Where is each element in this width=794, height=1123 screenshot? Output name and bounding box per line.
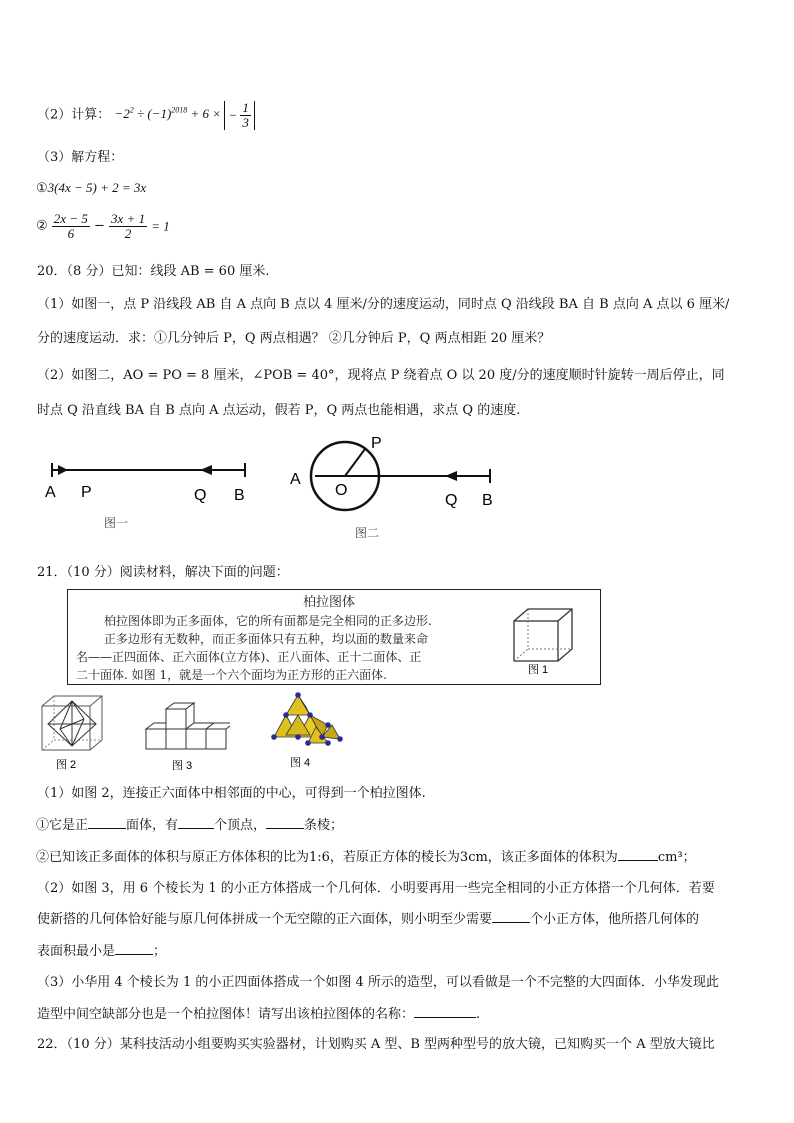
- answer-blank-volume[interactable]: [618, 848, 658, 861]
- q22-line: 22．（10 分）某科技活动小组要购买实验器材，计划购买 A 型、B 型两种型号的放大镜，已知购买一个 A 型放大镜比: [37, 1037, 715, 1052]
- q19-part3-label: （3）解方程：: [37, 150, 124, 165]
- q21-heading: 21．（10 分）阅读材料，解决下面的问题：: [37, 565, 289, 580]
- material-line-4: 二十面体. 如图 1，就是一个六个面均为正方形的正六面体.: [76, 668, 387, 682]
- cube-figure-1: [508, 604, 578, 676]
- answer-blank-cube-count[interactable]: [492, 910, 530, 923]
- cubes-figure-3: [140, 693, 230, 771]
- fig2-label-p: P: [371, 435, 382, 452]
- answer-blank-solid-name[interactable]: [414, 1005, 476, 1018]
- material-title: 柏拉图体: [303, 595, 356, 610]
- answer-blank-vertices[interactable]: [178, 816, 214, 829]
- q19-part2-label: （2）计算：: [37, 107, 111, 123]
- q21-part1: （1）如图 2，连接正六面体中相邻面的中心，可得到一个柏拉图体.: [37, 786, 426, 801]
- q20-part1-line1: （1）如图一，点 P 沿线段 AB 自 A 点向 B 点以 4 厘米/分的速度运动，同时点 Q 沿线段 BA 自 B 点向 A 点以 6 厘米/: [37, 297, 730, 312]
- q21-part2-line3: 表面积最小是 ；: [37, 944, 167, 959]
- fig1-label-q: Q: [194, 487, 207, 504]
- q20-part2-line1: （2）如图二，AO = PO = 8 厘米，∠POB = 40°，现将点 P 绕着点 O 以 20 度/分的速度顺时针旋转一周后停止，同: [37, 368, 725, 383]
- fig-3-caption: 图 3: [172, 760, 193, 771]
- material-line-2: 正多边形有无数种，而正多面体只有五种，均以面的数量来命: [104, 632, 429, 646]
- fig2-label-o: O: [335, 482, 348, 499]
- answer-blank-faces[interactable]: [88, 816, 126, 829]
- q19-equation-2: ② $\frac{2x - 5}{6}$ − $\frac{3x + 1}{2}$ = 1: [36, 211, 170, 241]
- q21-part1-a: ①它是正 面体，有 个顶点， 条棱；: [36, 818, 344, 833]
- figure-one: [40, 450, 270, 540]
- answer-blank-edges[interactable]: [266, 816, 304, 829]
- fig-2-caption: 图 2: [56, 759, 77, 771]
- fig2-label-b: B: [482, 492, 493, 509]
- fig2-caption: 图二: [355, 526, 380, 540]
- q21-part2-line1: （2）如图 3，用 6 个棱长为 1 的小正方体搭成一个几何体．小明要再用一些完全相同的小正方体搭一个几何体．若要: [37, 881, 715, 896]
- fig1-label-b: B: [234, 487, 245, 504]
- q21-part1-b: ②已知该正多面体的体积与原正方体体积的比为1:6，若原正方体的棱长为3cm，该正多面体的体积为 cm³；: [36, 850, 696, 865]
- tetrahedra-figure-4: [262, 689, 347, 773]
- q21-part2-line2: 使新搭的几何体恰好能与原几何体拼成一个无空隙的正六面体，则小明至少需要 个小正方体，他所搭几何体的: [37, 912, 700, 927]
- fig1-label-p: P: [81, 484, 92, 501]
- fig2-label-a: A: [290, 471, 301, 488]
- q21-part3-line2: 造型中间空缺部分也是一个柏拉图体！请写出该柏拉图体的名称： .: [37, 1007, 481, 1022]
- material-line-1: 柏拉图体即为正多面体，它的所有面都是完全相同的正多边形.: [104, 614, 432, 628]
- material-line-3: 名——正四面体、正六面体(立方体)、正八面体、正十二面体、正: [76, 650, 422, 664]
- fig-1-caption: 图 1: [528, 664, 549, 676]
- q20-part1-line2: 分的速度运动．求：①几分钟后 P，Q 两点相遇？ ②几分钟后 P，Q 两点相距 20 厘米？: [37, 331, 551, 346]
- q21-part3-line1: （3）小华用 4 个棱长为 1 的小正四面体搭成一个如图 4 所示的造型，可以看做是一个不完整的大四面体．小华发现此: [37, 975, 719, 990]
- fig-4-caption: 图 4: [290, 757, 311, 769]
- q20-heading: 20．（8 分）已知：线段 AB = 60 厘米.: [37, 264, 270, 279]
- figure-two: [285, 432, 515, 544]
- cube-octahedron-figure-2: [36, 691, 106, 771]
- calc-expression: $-2^2 \div (-1)^{2018} + 6$ × − $\frac{1}{3}$: [114, 106, 254, 121]
- fig1-caption: 图一: [104, 516, 129, 530]
- q19-part2: [37, 96, 255, 130]
- answer-blank-surface-area[interactable]: [115, 942, 153, 955]
- fig2-label-q: Q: [445, 492, 458, 509]
- fig1-label-a: A: [45, 484, 56, 501]
- q19-equation-1: ①3(4x − 5) + 2 = 3x: [36, 180, 147, 196]
- q20-part2-line2: 时点 Q 沿直线 BA 自 B 点向 A 点运动，假若 P，Q 两点也能相遇，求点 Q 的速度.: [37, 403, 521, 418]
